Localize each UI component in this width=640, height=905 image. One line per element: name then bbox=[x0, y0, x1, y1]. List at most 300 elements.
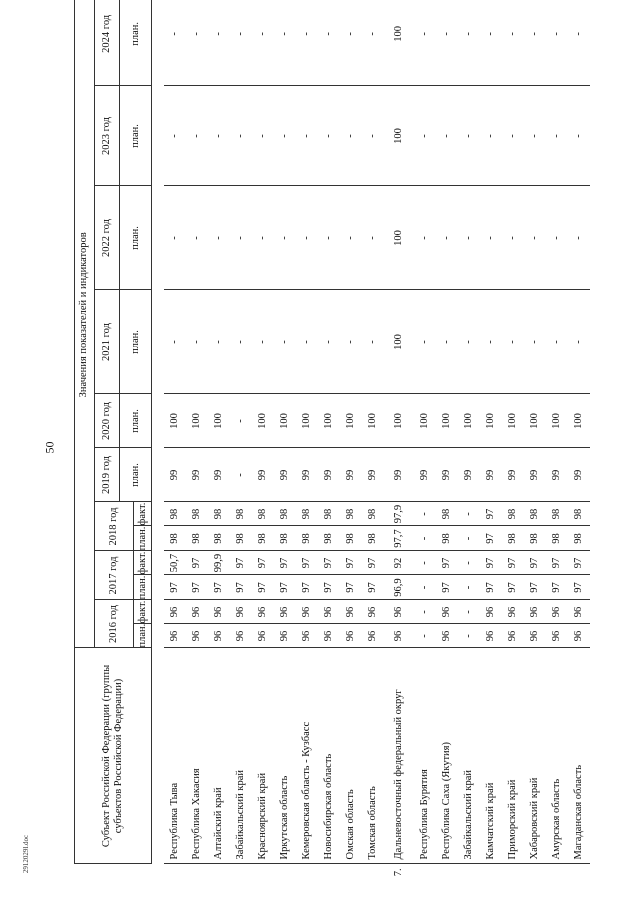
value-cell: 96 bbox=[502, 624, 524, 648]
value-cell: 97,7 bbox=[384, 526, 414, 551]
value-cell: 98 bbox=[340, 526, 362, 551]
value-cell: - bbox=[186, 0, 208, 86]
value-cell: 97 bbox=[546, 575, 568, 600]
value-cell: - bbox=[480, 186, 502, 290]
value-cell: 98 bbox=[186, 502, 208, 526]
value-cell: 98 bbox=[436, 502, 458, 526]
value-cell: 97 bbox=[524, 551, 546, 575]
value-cell: - bbox=[208, 0, 230, 86]
value-cell: - bbox=[296, 0, 318, 86]
row-subject-name: Кемеровская область - Кузбасс bbox=[296, 648, 318, 864]
value-cell: - bbox=[546, 0, 568, 86]
value-cell: 98 bbox=[568, 526, 590, 551]
value-cell: 99 bbox=[502, 448, 524, 502]
value-cell: 96 bbox=[164, 624, 186, 648]
value-cell: 100 bbox=[458, 394, 480, 448]
value-cell: - bbox=[340, 0, 362, 86]
row-subject-name: Забайкальский край bbox=[230, 648, 252, 864]
value-cell: 96 bbox=[568, 600, 590, 624]
value-cell: 96 bbox=[568, 624, 590, 648]
value-cell: - bbox=[436, 186, 458, 290]
plan-header: план. bbox=[120, 86, 152, 186]
value-cell: - bbox=[274, 0, 296, 86]
table-row bbox=[384, 0, 414, 880]
value-cell: - bbox=[208, 186, 230, 290]
value-cell: 96 bbox=[164, 600, 186, 624]
value-cell: - bbox=[318, 186, 340, 290]
value-cell: 98 bbox=[546, 502, 568, 526]
value-cell: - bbox=[296, 290, 318, 394]
value-cell: 100 bbox=[274, 394, 296, 448]
row-number bbox=[524, 864, 546, 880]
plan-header: план. bbox=[134, 624, 152, 648]
value-cell: - bbox=[502, 290, 524, 394]
value-cell: - bbox=[414, 86, 436, 186]
value-cell: 99 bbox=[384, 448, 414, 502]
value-cell: - bbox=[458, 575, 480, 600]
year-2018-header: 2018 год bbox=[95, 502, 134, 551]
document-reference: 2912029l.doc bbox=[22, 834, 30, 874]
value-cell: - bbox=[436, 0, 458, 86]
value-cell: - bbox=[414, 575, 436, 600]
table-row bbox=[502, 0, 524, 880]
value-cell: 100 bbox=[414, 394, 436, 448]
value-cell: - bbox=[164, 0, 186, 86]
value-cell: 96 bbox=[524, 600, 546, 624]
value-cell: 100 bbox=[546, 394, 568, 448]
value-cell: 98 bbox=[274, 526, 296, 551]
value-cell: - bbox=[458, 526, 480, 551]
value-cell: 98 bbox=[502, 502, 524, 526]
value-cell: 99 bbox=[568, 448, 590, 502]
value-cell: - bbox=[524, 186, 546, 290]
row-subject-name: Красноярский край bbox=[252, 648, 274, 864]
value-cell: 98 bbox=[252, 502, 274, 526]
table-row bbox=[318, 0, 340, 880]
value-cell: 97 bbox=[502, 575, 524, 600]
year-2024-header: 2024 год bbox=[95, 0, 120, 86]
value-cell: - bbox=[340, 290, 362, 394]
value-cell: 99 bbox=[296, 448, 318, 502]
value-cell: 98 bbox=[274, 502, 296, 526]
row-number bbox=[252, 864, 274, 880]
value-cell: - bbox=[296, 186, 318, 290]
value-cell: 100 bbox=[318, 394, 340, 448]
value-cell: 98 bbox=[252, 526, 274, 551]
value-cell: 99 bbox=[458, 448, 480, 502]
value-cell: 96 bbox=[384, 600, 414, 624]
table-row bbox=[362, 0, 384, 880]
row-number: 7. bbox=[392, 868, 404, 877]
value-cell: - bbox=[436, 290, 458, 394]
plan-header: план. bbox=[120, 186, 152, 290]
value-cell: 96 bbox=[318, 600, 340, 624]
body-spacer bbox=[152, 0, 164, 880]
value-cell: 99 bbox=[340, 448, 362, 502]
value-cell: 97 bbox=[362, 551, 384, 575]
value-cell: 97 bbox=[502, 551, 524, 575]
value-cell: 100 bbox=[186, 394, 208, 448]
value-cell: 96 bbox=[436, 624, 458, 648]
value-cell: - bbox=[480, 86, 502, 186]
value-cell: 97 bbox=[274, 551, 296, 575]
row-number bbox=[296, 864, 318, 880]
table-row bbox=[524, 0, 546, 880]
row-subject-name: Амурская область bbox=[546, 648, 568, 864]
value-cell: - bbox=[164, 290, 186, 394]
indicators-table bbox=[74, 0, 590, 880]
value-cell: 100 bbox=[436, 394, 458, 448]
value-cell: 97 bbox=[568, 575, 590, 600]
row-number bbox=[362, 864, 384, 880]
value-cell: 92 bbox=[384, 551, 414, 575]
value-cell: 96 bbox=[340, 600, 362, 624]
row-number bbox=[164, 864, 186, 880]
value-cell: 100 bbox=[524, 394, 546, 448]
fact-header: факт. bbox=[134, 502, 152, 526]
table-body bbox=[152, 0, 590, 880]
value-cell: 99 bbox=[318, 448, 340, 502]
value-cell: - bbox=[458, 600, 480, 624]
value-cell: - bbox=[296, 86, 318, 186]
fact-header: факт. bbox=[134, 551, 152, 575]
value-cell: 96 bbox=[524, 624, 546, 648]
value-cell: 98 bbox=[436, 526, 458, 551]
value-cell: 98 bbox=[568, 502, 590, 526]
value-cell: 96 bbox=[546, 600, 568, 624]
table-header bbox=[75, 0, 152, 880]
value-cell: 97 bbox=[230, 575, 252, 600]
table-row bbox=[458, 0, 480, 880]
value-cell: - bbox=[362, 0, 384, 86]
value-cell: 100 bbox=[502, 394, 524, 448]
value-cell: 97 bbox=[436, 575, 458, 600]
value-cell: 96 bbox=[208, 624, 230, 648]
value-cell: - bbox=[252, 186, 274, 290]
table-row bbox=[208, 0, 230, 880]
value-cell: 98 bbox=[208, 526, 230, 551]
value-cell: 97 bbox=[252, 551, 274, 575]
value-cell: 96 bbox=[436, 600, 458, 624]
value-cell: - bbox=[274, 186, 296, 290]
value-cell: - bbox=[524, 290, 546, 394]
value-cell: 96 bbox=[208, 600, 230, 624]
value-cell: - bbox=[524, 86, 546, 186]
value-cell: - bbox=[480, 0, 502, 86]
value-cell: 100 bbox=[568, 394, 590, 448]
row-number bbox=[568, 864, 590, 880]
value-cell: 99 bbox=[480, 448, 502, 502]
value-cell: - bbox=[318, 86, 340, 186]
value-cell: 96 bbox=[384, 624, 414, 648]
value-cell: - bbox=[230, 0, 252, 86]
body-spacer-row bbox=[152, 0, 164, 880]
value-cell: 100 bbox=[384, 394, 414, 448]
value-cell: 97,9 bbox=[384, 502, 414, 526]
row-subject-name: Дальневосточный федеральный округ bbox=[384, 648, 414, 864]
value-cell: 97 bbox=[362, 575, 384, 600]
value-cell: - bbox=[208, 86, 230, 186]
value-cell: - bbox=[318, 0, 340, 86]
table-row bbox=[230, 0, 252, 880]
value-cell: 99 bbox=[274, 448, 296, 502]
value-cell: 97 bbox=[340, 551, 362, 575]
value-cell: - bbox=[186, 290, 208, 394]
value-cell: 98 bbox=[230, 526, 252, 551]
value-cell: - bbox=[480, 290, 502, 394]
value-cell: - bbox=[502, 186, 524, 290]
value-cell: 97 bbox=[318, 575, 340, 600]
value-cell: 96 bbox=[362, 600, 384, 624]
value-cell: 100 bbox=[384, 186, 414, 290]
plan-header: план. bbox=[134, 526, 152, 551]
rotated-table-container bbox=[74, 14, 584, 880]
value-cell: 97 bbox=[524, 575, 546, 600]
row-subject-name: Алтайский край bbox=[208, 648, 230, 864]
row-number bbox=[186, 864, 208, 880]
value-cell: 96 bbox=[186, 624, 208, 648]
value-cell: - bbox=[414, 624, 436, 648]
year-2021-header: 2021 год bbox=[95, 290, 120, 394]
value-cell: - bbox=[208, 290, 230, 394]
row-subject-name: Новосибирская область bbox=[318, 648, 340, 864]
plan-header: план. bbox=[120, 0, 152, 86]
value-cell: 99 bbox=[524, 448, 546, 502]
value-cell: 100 bbox=[208, 394, 230, 448]
value-cell: 97 bbox=[186, 551, 208, 575]
row-subject-name: Республика Хакасия bbox=[186, 648, 208, 864]
value-cell: 97 bbox=[296, 575, 318, 600]
value-cell: - bbox=[230, 394, 252, 448]
row-number bbox=[208, 864, 230, 880]
value-cell: - bbox=[164, 186, 186, 290]
row-subject-name: Хабаровский край bbox=[524, 648, 546, 864]
value-cell: - bbox=[502, 86, 524, 186]
fact-header: факт. bbox=[134, 600, 152, 624]
value-cell: 50,7 bbox=[164, 551, 186, 575]
row-subject-name: Приморский край bbox=[502, 648, 524, 864]
value-cell: - bbox=[546, 290, 568, 394]
row-number bbox=[340, 864, 362, 880]
value-cell: 97 bbox=[208, 575, 230, 600]
row-number bbox=[480, 864, 502, 880]
value-cell: - bbox=[274, 86, 296, 186]
value-cell: - bbox=[458, 0, 480, 86]
header-spacer bbox=[75, 864, 95, 880]
value-cell: - bbox=[252, 290, 274, 394]
row-subject-name: Забайкальский край bbox=[458, 648, 480, 864]
table-row bbox=[296, 0, 318, 880]
value-cell: 100 bbox=[362, 394, 384, 448]
value-cell: 98 bbox=[524, 502, 546, 526]
value-cell: - bbox=[414, 0, 436, 86]
value-cell: 98 bbox=[340, 502, 362, 526]
value-cell: - bbox=[458, 551, 480, 575]
plan-header: план. bbox=[120, 290, 152, 394]
value-cell: - bbox=[458, 502, 480, 526]
value-cell: 100 bbox=[252, 394, 274, 448]
value-cell: - bbox=[436, 86, 458, 186]
value-cell: 96 bbox=[296, 624, 318, 648]
value-cell: 98 bbox=[318, 526, 340, 551]
value-cell: 96 bbox=[252, 600, 274, 624]
value-cell: 99 bbox=[186, 448, 208, 502]
indicators-group-header: Значения показателей и индикаторов bbox=[75, 0, 95, 648]
plan-header: план. bbox=[134, 575, 152, 600]
value-cell: 99 bbox=[414, 448, 436, 502]
subject-column-header: Субъект Российской Федерации (группы субъектов Российской Федерации) bbox=[75, 648, 152, 864]
value-cell: - bbox=[414, 526, 436, 551]
value-cell: 98 bbox=[362, 502, 384, 526]
value-cell: 98 bbox=[502, 526, 524, 551]
value-cell: 96 bbox=[274, 600, 296, 624]
table-row bbox=[252, 0, 274, 880]
value-cell: 97 bbox=[436, 551, 458, 575]
value-cell: 97 bbox=[480, 575, 502, 600]
value-cell: - bbox=[230, 290, 252, 394]
value-cell: - bbox=[546, 186, 568, 290]
value-cell: 97 bbox=[340, 575, 362, 600]
value-cell: - bbox=[362, 86, 384, 186]
value-cell: - bbox=[458, 86, 480, 186]
value-cell: - bbox=[568, 0, 590, 86]
row-subject-name: Иркутская область bbox=[274, 648, 296, 864]
row-subject-name: Камчатский край bbox=[480, 648, 502, 864]
value-cell: 96 bbox=[230, 600, 252, 624]
value-cell: 100 bbox=[296, 394, 318, 448]
header-spacer bbox=[134, 864, 152, 880]
value-cell: - bbox=[230, 448, 252, 502]
table-row bbox=[274, 0, 296, 880]
value-cell: 98 bbox=[208, 502, 230, 526]
value-cell: - bbox=[524, 0, 546, 86]
plan-header: план. bbox=[120, 448, 152, 502]
header-spacer bbox=[120, 864, 134, 880]
value-cell: - bbox=[362, 186, 384, 290]
value-cell: 97 bbox=[230, 551, 252, 575]
value-cell: - bbox=[362, 290, 384, 394]
value-cell: 97 bbox=[480, 502, 502, 526]
value-cell: 100 bbox=[384, 290, 414, 394]
row-number bbox=[414, 864, 436, 880]
year-2022-header: 2022 год bbox=[95, 186, 120, 290]
value-cell: - bbox=[414, 600, 436, 624]
row-number bbox=[230, 864, 252, 880]
table-row bbox=[340, 0, 362, 880]
value-cell: - bbox=[252, 86, 274, 186]
value-cell: - bbox=[458, 186, 480, 290]
value-cell: 100 bbox=[384, 0, 414, 86]
year-2017-header: 2017 год bbox=[95, 551, 134, 600]
row-subject-name: Республика Саха (Якутия) bbox=[436, 648, 458, 864]
value-cell: - bbox=[568, 186, 590, 290]
value-cell: - bbox=[502, 0, 524, 86]
value-cell: 96 bbox=[546, 624, 568, 648]
row-subject-name: Республика Тыва bbox=[164, 648, 186, 864]
value-cell: - bbox=[458, 624, 480, 648]
value-cell: 98 bbox=[164, 502, 186, 526]
value-cell: - bbox=[230, 86, 252, 186]
value-cell: 97 bbox=[164, 575, 186, 600]
value-cell: 96 bbox=[274, 624, 296, 648]
value-cell: 99 bbox=[436, 448, 458, 502]
page-number: 50 bbox=[42, 441, 57, 454]
row-number bbox=[318, 864, 340, 880]
value-cell: 97 bbox=[480, 551, 502, 575]
value-cell: 96 bbox=[480, 624, 502, 648]
value-cell: 97 bbox=[568, 551, 590, 575]
row-number bbox=[436, 864, 458, 880]
value-cell: 98 bbox=[164, 526, 186, 551]
value-cell: 100 bbox=[384, 86, 414, 186]
table-row bbox=[568, 0, 590, 880]
value-cell: 100 bbox=[164, 394, 186, 448]
value-cell: 98 bbox=[230, 502, 252, 526]
value-cell: 96 bbox=[186, 600, 208, 624]
value-cell: - bbox=[318, 290, 340, 394]
table-row bbox=[436, 0, 458, 880]
table-row bbox=[546, 0, 568, 880]
value-cell: - bbox=[186, 86, 208, 186]
value-cell: 99,9 bbox=[208, 551, 230, 575]
value-cell: 97 bbox=[318, 551, 340, 575]
value-cell: 97 bbox=[296, 551, 318, 575]
value-cell: - bbox=[414, 502, 436, 526]
value-cell: 98 bbox=[296, 502, 318, 526]
value-cell: 99 bbox=[164, 448, 186, 502]
value-cell: - bbox=[340, 86, 362, 186]
value-cell: 100 bbox=[480, 394, 502, 448]
value-cell: - bbox=[414, 186, 436, 290]
value-cell: 99 bbox=[362, 448, 384, 502]
value-cell: - bbox=[186, 186, 208, 290]
row-number bbox=[502, 864, 524, 880]
value-cell: - bbox=[546, 86, 568, 186]
value-cell: - bbox=[568, 86, 590, 186]
value-cell: 96 bbox=[318, 624, 340, 648]
value-cell: 96,9 bbox=[384, 575, 414, 600]
header-spacer bbox=[95, 864, 120, 880]
value-cell: 97 bbox=[274, 575, 296, 600]
value-cell: 99 bbox=[252, 448, 274, 502]
value-cell: 98 bbox=[318, 502, 340, 526]
value-cell: 100 bbox=[340, 394, 362, 448]
value-cell: 98 bbox=[524, 526, 546, 551]
value-cell: 97 bbox=[546, 551, 568, 575]
value-cell: 98 bbox=[362, 526, 384, 551]
value-cell: - bbox=[340, 186, 362, 290]
value-cell: - bbox=[252, 0, 274, 86]
value-cell: 97 bbox=[186, 575, 208, 600]
value-cell: - bbox=[568, 290, 590, 394]
year-2016-header: 2016 год bbox=[95, 600, 134, 648]
row-number bbox=[458, 864, 480, 880]
value-cell: 96 bbox=[230, 624, 252, 648]
value-cell: 96 bbox=[296, 600, 318, 624]
value-cell: 99 bbox=[208, 448, 230, 502]
table-row bbox=[164, 0, 186, 880]
value-cell: 99 bbox=[546, 448, 568, 502]
value-cell: 96 bbox=[502, 600, 524, 624]
value-cell: - bbox=[414, 290, 436, 394]
row-subject-name: Омская область bbox=[340, 648, 362, 864]
value-cell: 98 bbox=[546, 526, 568, 551]
table-row bbox=[414, 0, 436, 880]
row-number bbox=[546, 864, 568, 880]
value-cell: 96 bbox=[252, 624, 274, 648]
row-subject-name: Магаданская область bbox=[568, 648, 590, 864]
year-2019-header: 2019 год bbox=[95, 448, 120, 502]
